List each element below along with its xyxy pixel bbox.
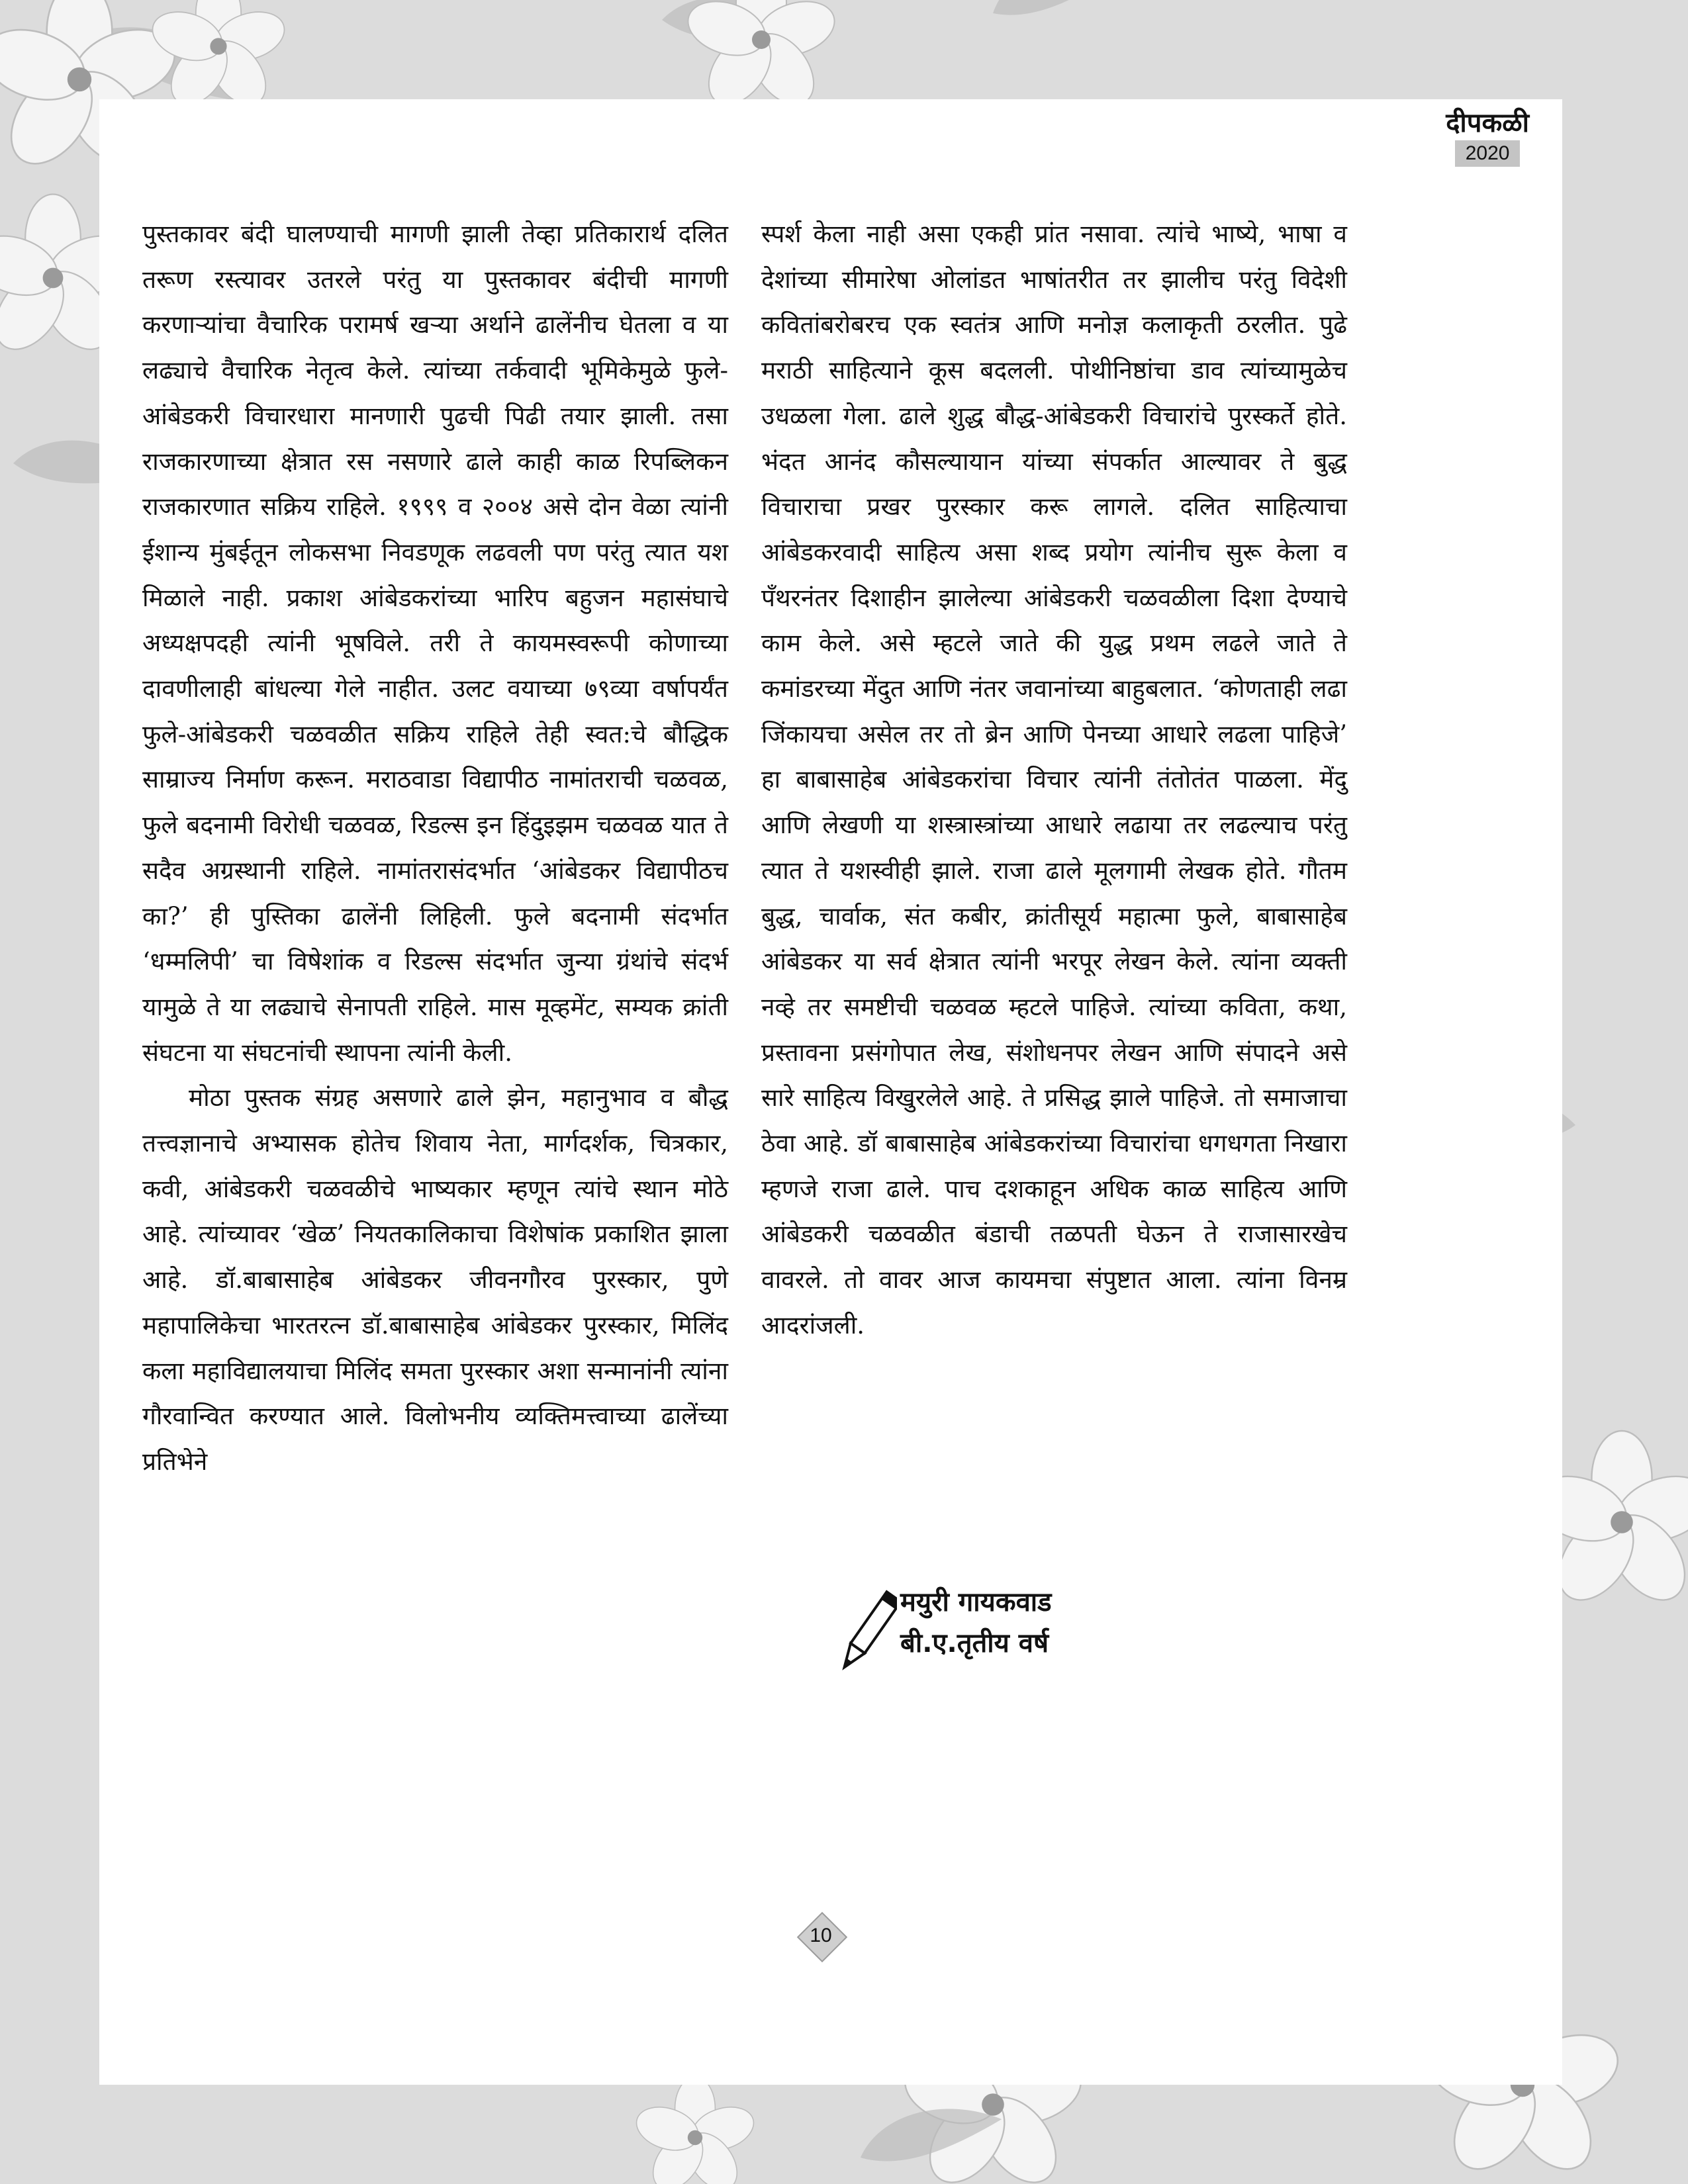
author-class: बी.ए.तृतीय वर्ष (900, 1628, 1049, 1659)
article-column-right (761, 212, 1347, 1349)
author-signature (900, 1582, 1052, 1664)
article-column-left (142, 212, 728, 1485)
page-number-badge (798, 1913, 844, 1959)
pencil-icon (837, 1585, 897, 1684)
article-paragraph: पुस्तकावर बंदी घालण्याची मागणी झाली तेव्हा प्रतिकारार्थ दलित तरूण रस्त्यावर उतरले परंतु या पुस्तकावर बंदीची मागणी करणाऱ्यांचा वैचारिक परामर्ष खऱ्या अर्थाने ढालेंनीच घेतला व या लढ्याचे वैचारिक नेतृत्व केले. त्यांच्या तर्कवादी भूमिकेमुळे फुले-आंबेडकरी विचारधारा मानणारी पुढची पिढी तयार झाली. तसा राजकारणाच्या क्षेत्रात रस नसणारे ढाले काही काळ रिपब्लिकन राजकारणात सक्रिय राहिले. १९९९ व २००४ असे दोन वेळा त्यांनी ईशान्य मुंबईतून लोकसभा निवडणूक लढवली पण परंतु त्यात यश मिळाले नाही. प्रकाश आंबेडकरांच्या भारिप बहुजन महासंघाचे अध्यक्षपदही त्यांनी भूषविले. तरी ते कायमस्वरूपी कोणाच्या दावणीलाही बांधल्या गेले नाहीत. उलट वयाच्या ७९व्या वर्षापर्यंत फुले-आंबेडकरी चळवळीत सक्रिय राहिले तेही स्वत:चे बौद्धिक साम्राज्य निर्माण करून. मराठवाडा विद्यापीठ नामांतराची चळवळ, फुले बदनामी विरोधी चळवळ, रिडल्स इन हिंदुइझम चळवळ यात ते सदैव अग्रस्थानी राहिले. नामांतरासंदर्भात ‘आंबेडकर विद्यापीठच का?’ ही पुस्तिका ढालेंनी लिहिली. फुले बदनामी संदर्भात ‘धम्मलिपी’ चा विषेशांक व रिडल्स संदर्भात जुन्या ग्रंथांचे संदर्भ यामुळे ते या लढ्याचे सेनापती राहिले. मास मूव्हमेंट, सम्यक क्रांती संघटना या संघटनांची स्थापना त्यांनी केली. (142, 220, 728, 1067)
magazine-year: 2020 (1455, 140, 1521, 167)
masthead (1446, 106, 1529, 167)
magazine-name: दीपकळी (1446, 108, 1529, 138)
author-name: मयुरी गायकवाड (900, 1587, 1052, 1617)
page-number: 10 (810, 1925, 832, 1946)
article-paragraph: स्पर्श केला नाही असा एकही प्रांत नसावा. त्यांचे भाष्ये, भाषा व देशांच्या सीमारेषा ओलांडत भाषांतरीत तर झालीच परंतु विदेशी कवितांबरोबरच एक स्वतंत्र आणि मनोज्ञ कलाकृती ठरलीत. पुढे मराठी साहित्याने कूस बदलली. पोथीनिष्ठांचा डाव त्यांच्यामुळेच उधळला गेला. ढाले शुद्ध बौद्ध-आंबेडकरी विचारांचे पुरस्कर्ते होते. भंदत आनंद कौसल्यायान यांच्या संपर्कात आल्यावर ते बुद्ध विचाराचा प्रखर पुरस्कार करू लागले. दलित साहित्याचा आंबेडकरवादी साहित्य असा शब्द प्रयोग त्यांनीच सुरू केला व पँथरनंतर दिशाहीन झालेल्या आंबेडकरी चळवळीला दिशा देण्याचे काम केले. असे म्हटले जाते की युद्ध प्रथम लढले जाते ते कमांडरच्या मेंदुत आणि नंतर जवानांच्या बाहुबलात. ‘कोणताही लढा जिंकायचा असेल तर तो ब्रेन आणि पेनच्या आधारे लढला पाहिजे’ हा बाबासाहेब आंबेडकरांचा विचार त्यांनी तंतोतंत पाळला. मेंदु आणि लेखणी या शस्त्रास्त्रांच्या आधारे लढाया तर लढल्याच परंतु त्यात ते यशस्वीही झाले. राजा ढाले मूलगामी लेखक होते. गौतम बुद्ध, चार्वाक, संत कबीर, क्रांतीसूर्य महात्मा फुले, बाबासाहेब आंबेडकर या सर्व क्षेत्रात त्यांनी भरपूर लेखन केले. त्यांना व्यक्ती नव्हे तर समष्टीची चळवळ म्हटले पाहिजे. त्यांच्या कविता, कथा, प्रस्तावना प्रसंगोपात लेख, संशोधनपर लेखन आणि संपादने असे सारे साहित्य विखुरलेले आहे. ते प्रसिद्ध झाले पाहिजे. तो समाजाचा ठेवा आहे. डॉ बाबासाहेब आंबेडकरांच्या विचारांचा धगधगता निखारा म्हणजे राजा ढाले. पाच दशकाहून अधिक काळ साहित्य आणि आंबेडकरी चळवळीत बंडाची तळपती घेऊन ते राजासारखेच वावरले. तो वावर आज कायमचा संपुष्टात आला. त्यांना विनम्र आदरांजली. (761, 220, 1347, 1340)
article-paragraph: मोठा पुस्तक संग्रह असणारे ढाले झेन, महानुभाव व बौद्ध तत्त्वज्ञानाचे अभ्यासक होतेच शिवाय नेता, मार्गदर्शक, चित्रकार, कवी, आंबेडकरी चळवळीचे भाष्यकार म्हणून त्यांचे स्थान मोठे आहे. त्यांच्यावर ‘खेळ’ नियतकालिकाचा विशेषांक प्रकाशित झाला आहे. डॉ.बाबासाहेब आंबेडकर जीवनगौरव पुरस्कार, पुणे महापालिकेचा भारतरत्न डॉ.बाबासाहेब आंबेडकर पुरस्कार, मिलिंद कला महाविद्यालयाचा मिलिंद समता पुरस्कार अशा सन्मानांनी त्यांना गौरवान्वित करण्यात आले. विलोभनीय व्यक्तिमत्त्वाच्या ढालेंच्या प्रतिभेने (142, 1083, 728, 1476)
